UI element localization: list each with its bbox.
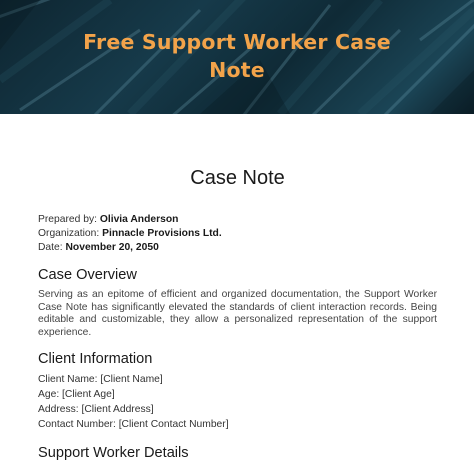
client-address-field: Address: [Client Address]: [38, 403, 154, 415]
client-age-field: Age: [Client Age]: [38, 389, 115, 401]
organization-line: [38, 227, 437, 241]
date-line: [38, 241, 437, 255]
banner-title: Free Support Worker Case Note: [83, 30, 391, 82]
case-overview-heading: Case Overview: [38, 267, 137, 283]
case-overview-text: Serving as an epitome of efficient and organized documentation, the Support Worker Case Note has significantly elevated the standards of client interaction records. Being editable and customizable, they allow a personalized representation of the support experience.: [38, 289, 437, 338]
client-information-heading: Client Information: [38, 351, 153, 368]
header-banner: [0, 0, 474, 114]
organization-label: Organization:: [38, 228, 100, 239]
prepared-by-label: Prepared by:: [38, 214, 97, 225]
date-label: Date:: [38, 242, 63, 253]
prepared-by-line: [38, 213, 437, 227]
document-title: Case Note: [190, 167, 285, 189]
client-contact-field: Contact Number: [Client Contact Number]: [38, 418, 229, 430]
prepared-by-value: Olivia Anderson: [99, 214, 179, 225]
date-value: November 20, 2050: [65, 242, 159, 253]
case-note-document: [38, 160, 437, 467]
organization-value: Pinnacle Provisions Ltd.: [102, 228, 222, 239]
client-name-field: Client Name: [Client Name]: [38, 374, 163, 386]
support-worker-details-heading: Support Worker Details: [38, 444, 189, 461]
